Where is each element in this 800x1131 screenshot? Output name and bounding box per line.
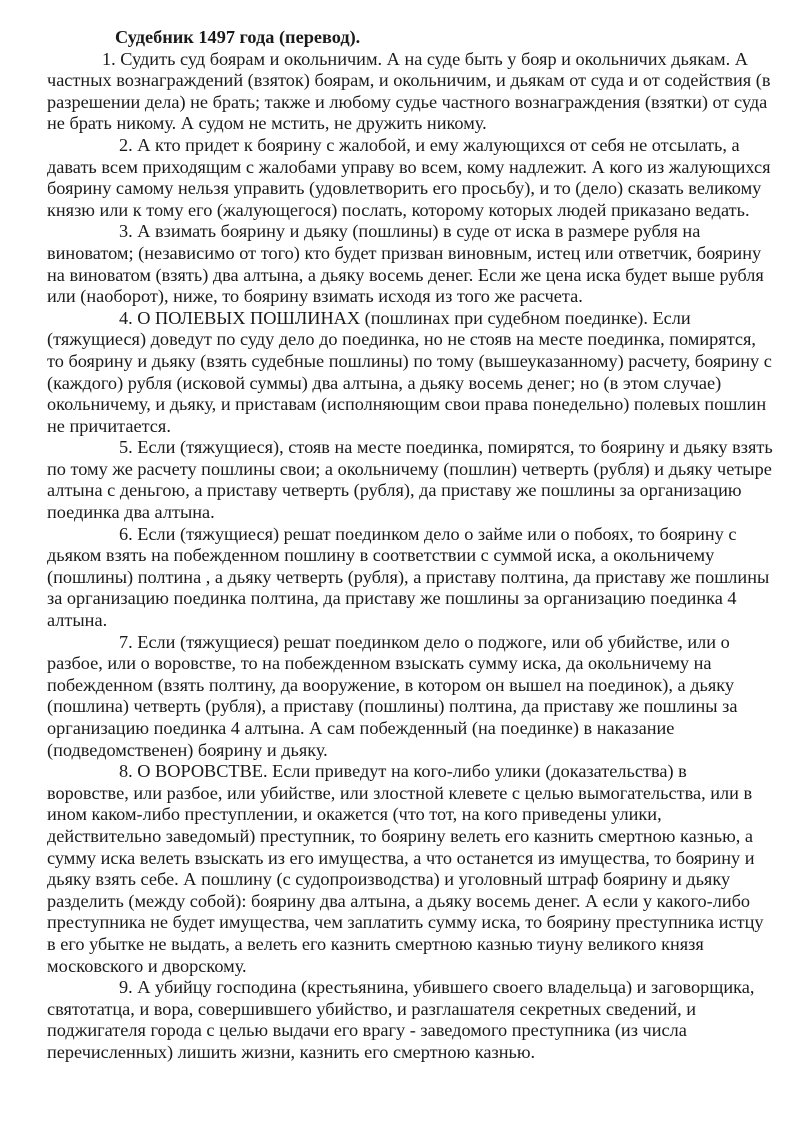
article-2: 2. А кто придет к боярину с жалобой, и ему жалующихся от себя не отсылать, а давать всем приходящим с жалобами управу во всем, кому надлежит. А кого из жалующихся боярину самому нельзя управить (удовлетворить его просьбу), и то (дело) сказать великому князю или к тому его (жалующегося) послать, которому которых людей приказано ведать. (47, 134, 771, 220)
article-1: 1. Судить суд боярам и окольничим. А на суде быть у бояр и окольничих дьякам. А частных вознаграждений (взяток) боярам, и окольничим, и дьякам от суда и от содействия (в разрешении дела) не брать; также и любому судье частного вознаграждения (взятки) от суда не брать никому. А судом не мстить, не дружить никому. (47, 48, 771, 134)
article-8: 8. О ВОРОВСТВЕ. Если приведут на кого-либо улики (доказательства) в воровстве, или разбое, или убийстве, или злостной клевете с целью вымогательства, или в ином каком-либо преступлении, и окажется (что тот, на кого приведены улики, действительно заведомый) преступник, то боярину велеть его казнить смертною казнью, а сумму иска велеть взыскать из его имущества, а что останется из имущества, то боярину и дьяку взять себе. А пошлину (с судопроизводства) и уголовный штраф боярину и дьяку разделить (между собой): боярину два алтына, а дьяку восемь денег. А если у какого-либо преступника не будет имущества, чем заплатить сумму иска, то боярину преступника истцу в его убытке не выдать, а велеть его казнить смертною казнью тиуну великого князя московского и дворскому. (47, 761, 764, 976)
article-3: 3. А взимать боярину и дьяку (пошлины) в суде от иска в размере рубля на виноватом; (независимо от того) кто будет призван виновным, истец или ответчик, боярину на виноватом (взять) два алтына, а дьяку восемь денег. Если же цена иска будет выше рубля или (наоборот), ниже, то боярину взимать исходя из того же расчета. (47, 221, 764, 307)
article-7: 7. Если (тяжущиеся) решат поединком дело о поджоге, или об убийстве, или о разбое, или о воровстве, то на побежденном взыскать сумму иска, да окольничему на побежденном (взять полтину, да вооружение, в котором он вышел на поединок), а дьяку (пошлина) четверть (рубля), а приставу (пошлины) полтина, да приставу же пошлины за организацию поединка 4 алтына. А сам побежденный (на поединке) в наказание (подведомственен) боярину и дьяку. (47, 631, 738, 760)
document-page (47, 27, 773, 1064)
article-6: 6. Если (тяжущиеся) решат поединком дело о займе или о побоях, то боярину с дьяком взять на побежденном пошлину в соответствии с суммой иска, а окольничему (пошлины) полтина , а дьяку четверть (рубля), а приставу полтина, да приставу же пошлины за организацию поединка полтина, да приставу же пошлины за организацию поединка 4 алтына. (47, 523, 770, 631)
article-5: 5. Если (тяжущиеся), стояв на месте поединка, помирятся, то боярину и дьяку взять по тому же расчету пошлины свои; а окольничему (пошлин) четверть (рубля) и дьяку четыре алтына с деньгою, а приставу четверть (рубля), да приставу же пошлины за организацию поединка два алтына. (47, 437, 773, 523)
document-title: Судебник 1497 года (перевод). (115, 27, 361, 47)
article-9: 9. А убийцу господина (крестьянина, убившего своего владельца) и заговорщика, святотатца, и вора, совершившего убийство, и разглашателя секретных сведений, и поджигателя города с целью выдачи его врагу - заведомого преступника (из числа перечисленных) лишить жизни, казнить его смертною казнью. (47, 977, 755, 1062)
article-4: 4. О ПОЛЕВЫХ ПОШЛИНАХ (пошлинах при судебном поединке). Если (тяжущиеся) доведут по суду дело до поединка, но не стояв на месте поединка, помирятся, то боярину и дьяку (взять судебные пошлины) по тому (вышеуказанному) расчету, боярину с (каждого) рубля (исковой суммы) два алтына, а дьяку восемь денег; но (в этом случае) окольничему, и дьяку, и приставам (исполняющим свои права понедельно) полевых пошлин не причитается. (47, 307, 772, 436)
